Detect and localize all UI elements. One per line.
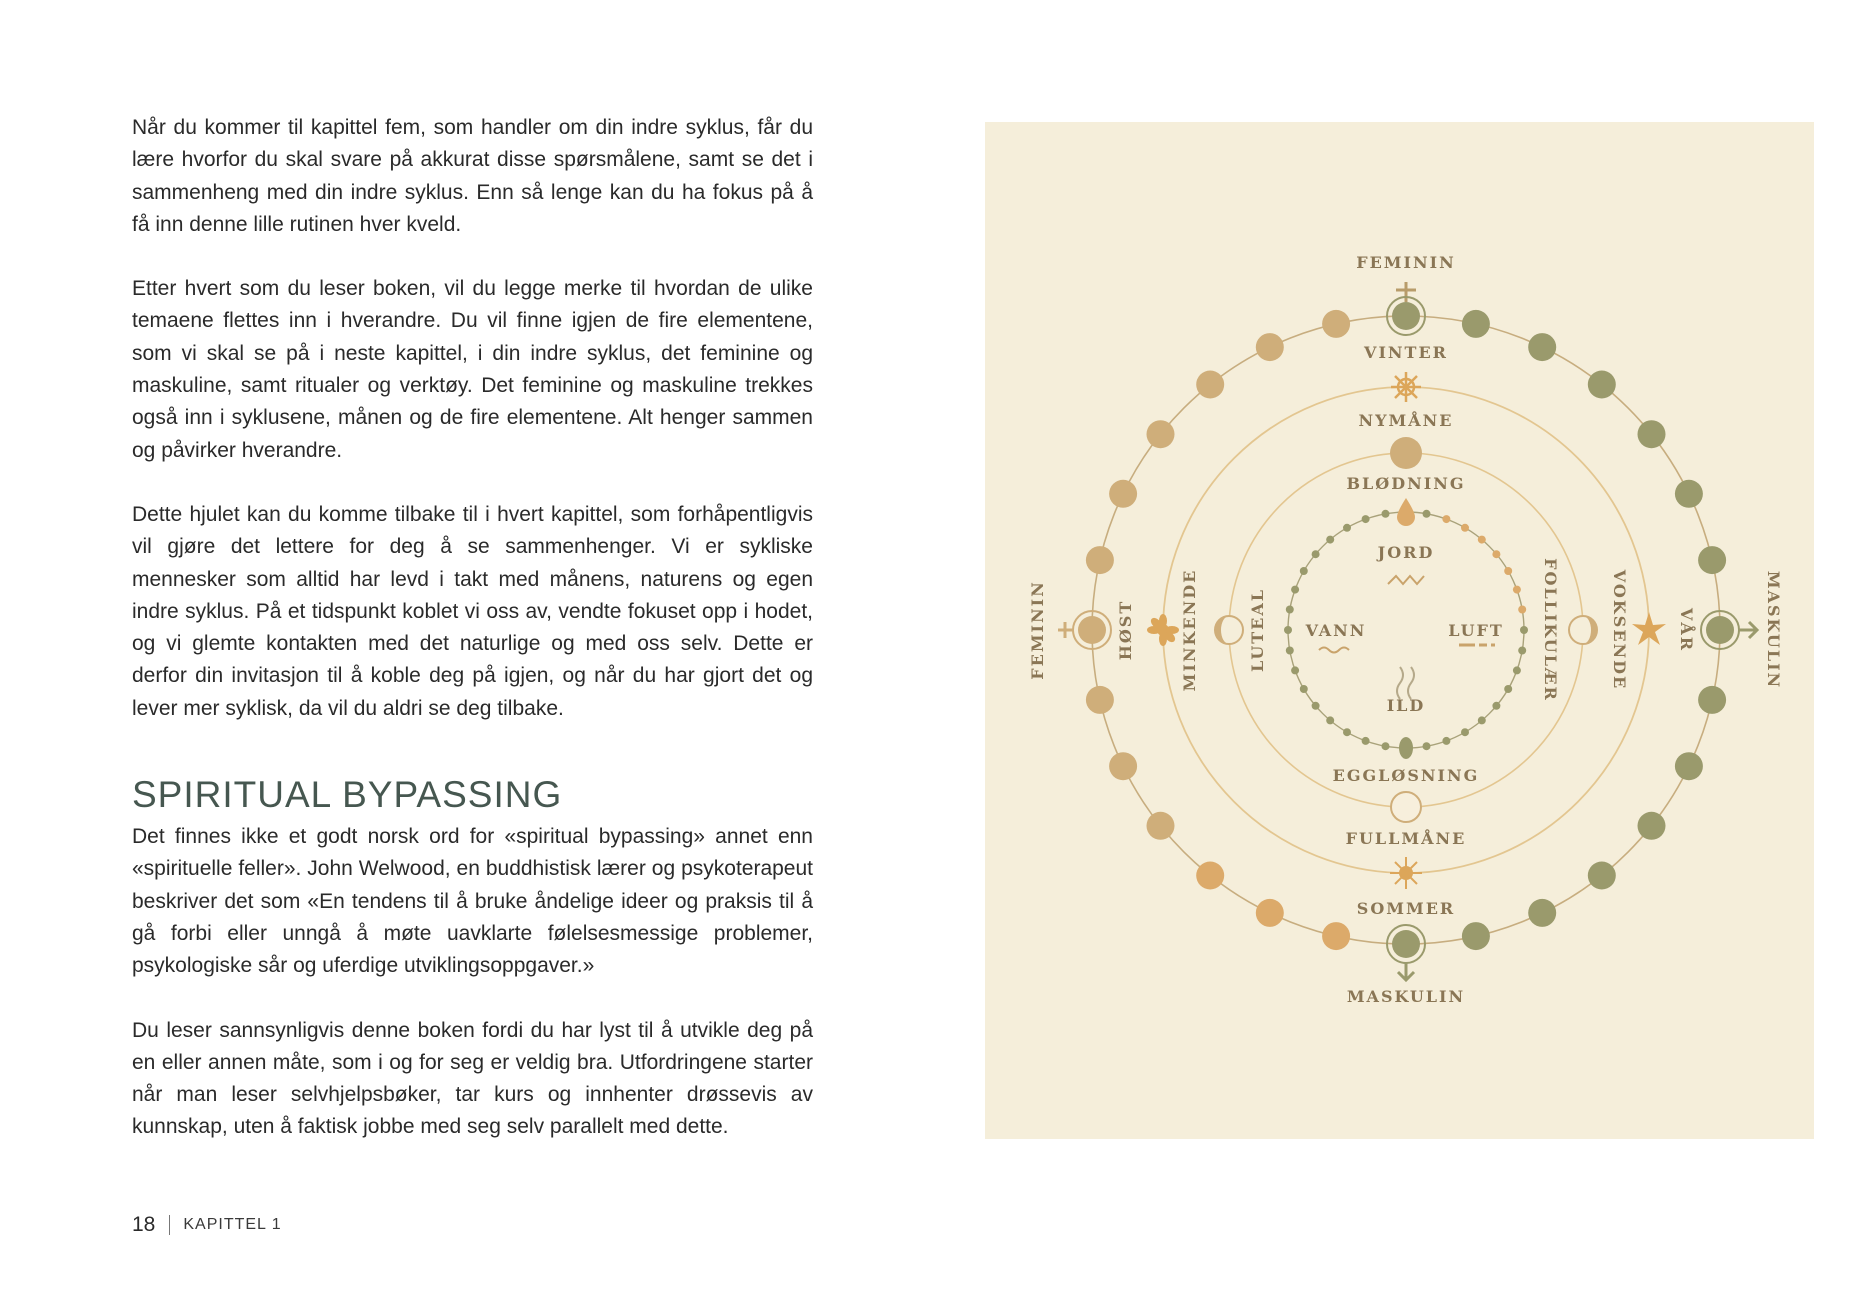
mars-symbol-right-icon <box>1701 611 1757 649</box>
label-host: HØST <box>1116 599 1135 661</box>
earth-symbol-icon <box>1388 576 1424 584</box>
new-moon-icon <box>1390 437 1422 469</box>
cycle-day-dot <box>1504 567 1512 575</box>
cycle-day-dot <box>1300 685 1308 693</box>
cycle-wheel <box>985 122 1814 1139</box>
paragraph: Det finnes ikke et godt norsk ord for «spiritual bypassing» annet enn «spirituelle feller». John Welwood, en buddhistisk lærer og psykoterapeut beskriver det som «En tendens til å bruke åndelige ideer og praksis til å gå forbi eller unngå å møte uavklarte følelsesmessige problemer, psykologiske sår og uferdige utviklingsoppgaver.» <box>132 825 813 978</box>
moon-dot <box>1588 862 1616 890</box>
cycle-day-dot <box>1291 586 1299 594</box>
label-follikular: FOLLIKULÆR <box>1541 558 1560 702</box>
label-maskulin-right: MASKULIN <box>1764 570 1783 690</box>
body-text <box>132 112 813 1144</box>
cycle-day-dot <box>1492 702 1500 710</box>
moon-dot <box>1698 546 1726 574</box>
moon-dot <box>1698 686 1726 714</box>
venus-symbol-left-icon <box>1058 611 1111 649</box>
cycle-day-dot <box>1513 666 1521 674</box>
cycle-day-dot <box>1326 536 1334 544</box>
cycle-day-dot <box>1300 567 1308 575</box>
moon-dot <box>1528 333 1556 361</box>
moon-dot <box>1588 371 1616 399</box>
cycle-day-dot <box>1504 685 1512 693</box>
moon-dot <box>1109 752 1137 780</box>
moon-dot <box>1147 420 1175 448</box>
label-vinter: VINTER <box>1364 343 1448 362</box>
cycle-day-dot <box>1492 550 1500 558</box>
cycle-day-dot <box>1518 606 1526 614</box>
label-nymane: NYMÅNE <box>1358 411 1454 430</box>
cycle-day-dot <box>1362 737 1370 745</box>
label-luft: LUFT <box>1448 621 1504 640</box>
mars-symbol-bottom-icon <box>1387 925 1425 980</box>
cycle-day-dot <box>1382 742 1390 750</box>
waning-moon-icon <box>1215 616 1243 644</box>
venus-symbol-top-icon <box>1387 282 1425 335</box>
cycle-day-dot <box>1312 702 1320 710</box>
moon-dot <box>1256 333 1284 361</box>
moon-dot <box>1196 862 1224 890</box>
label-luteal: LUTEAL <box>1248 587 1267 673</box>
cycle-day-dot <box>1362 515 1370 523</box>
water-symbol-icon <box>1319 648 1349 653</box>
blood-drop-icon <box>1397 498 1415 526</box>
cycle-day-dot <box>1518 647 1526 655</box>
cycle-day-dot <box>1442 515 1450 523</box>
cycle-day-dot <box>1423 742 1431 750</box>
cycle-day-dot <box>1461 524 1469 532</box>
label-feminin-top: FEMININ <box>1356 253 1456 272</box>
waxing-moon-icon <box>1569 616 1597 644</box>
footer-divider <box>169 1215 170 1235</box>
cycle-day-dot <box>1326 716 1334 724</box>
label-var: VÅR <box>1677 607 1696 653</box>
cycle-day-dot <box>1291 666 1299 674</box>
label-minkende: MINKENDE <box>1180 568 1199 692</box>
label-voksende: VOKSENDE <box>1610 569 1629 691</box>
label-fullmane: FULLMÅNE <box>1345 829 1467 848</box>
sun-icon <box>1390 857 1422 889</box>
full-moon-icon <box>1391 792 1421 822</box>
cycle-day-dot <box>1284 626 1292 634</box>
label-feminin-left: FEMININ <box>1028 580 1047 680</box>
label-eggløsning: EGGLØSNING <box>1332 766 1480 785</box>
label-sommer: SOMMER <box>1356 899 1456 918</box>
moon-dot <box>1109 480 1137 508</box>
paragraph: Når du kommer til kapittel fem, som handler om din indre syklus, får du lære hvorfor du skal svare på akkurat disse spørsmålene, samt se det i sammenheng med din indre syklus. Enn så lenge kan du ha fokus på å få inn denne lille rutinen hver kveld. <box>132 116 813 236</box>
moon-dot <box>1675 480 1703 508</box>
moon-dot <box>1322 310 1350 338</box>
cycle-day-dot <box>1286 606 1294 614</box>
cycle-day-dot <box>1382 510 1390 518</box>
moon-dot <box>1256 899 1284 927</box>
label-ild: ILD <box>1386 696 1426 715</box>
cycle-day-dot <box>1343 524 1351 532</box>
moon-dot <box>1147 812 1175 840</box>
cycle-day-dot <box>1478 536 1486 544</box>
egg-icon <box>1399 737 1413 759</box>
cycle-day-dot <box>1478 716 1486 724</box>
chapter-label: KAPITTEL 1 <box>183 1216 282 1233</box>
paragraph: Etter hvert som du leser boken, vil du legge merke til hvordan de ulike temaene flettes inn i hverandre. Du vil finne igjen de fire elementene, som vi skal se på i neste kapittel, i din indre syklus, det feminine og maskuline, samt ritualer og verktøy. Det feminine og maskuline trekkes også inn i syklusene, månen og de fire elementene. Alt henger sammen og påvirker hverandre. <box>132 277 813 462</box>
moon-dot <box>1086 686 1114 714</box>
moon-dot <box>1322 922 1350 950</box>
cycle-day-dot <box>1461 728 1469 736</box>
moon-dot <box>1638 420 1666 448</box>
moon-dot <box>1196 371 1224 399</box>
cycle-wheel-figure <box>985 122 1814 1139</box>
label-blodning: BLØDNING <box>1346 474 1466 493</box>
moon-dot <box>1638 812 1666 840</box>
paragraph: Dette hjulet kan du komme tilbake til i hvert kapittel, som forhåpentligvis vil gjøre det lettere for deg å se sammenhenger. Vi er sykliske mennesker som alltid har levd i takt med månens, naturens og egen indre syklus. På et tidspunkt koblet vi oss av, vendte fokuset opp i hodet, og vi glemte kontakten med det naturlige og med oss selv. Dette er derfor din invitasjon til å koble deg på igjen, og når du har gjort det og lever mer syklisk, da vil du aldri se deg tilbake. <box>132 502 813 720</box>
moon-dot <box>1675 752 1703 780</box>
cycle-day-dot <box>1442 737 1450 745</box>
fire-symbol-icon <box>1397 667 1414 699</box>
label-jord: JORD <box>1377 543 1435 562</box>
cycle-day-dot <box>1343 728 1351 736</box>
moon-dot <box>1528 899 1556 927</box>
cycle-day-dot <box>1513 586 1521 594</box>
page-footer <box>132 1213 282 1237</box>
moon-dot <box>1086 546 1114 574</box>
label-maskulin-bottom: MASKULIN <box>1346 987 1466 1006</box>
cycle-day-dot <box>1286 647 1294 655</box>
page-number: 18 <box>132 1213 156 1236</box>
label-vann: VANN <box>1305 621 1367 640</box>
cycle-day-dot <box>1312 550 1320 558</box>
autumn-flower-icon <box>1147 614 1179 646</box>
cycle-day-dot <box>1520 626 1528 634</box>
paragraph: Du leser sannsynligvis denne boken fordi du har lyst til å utvikle deg på en eller annen måte, som i og for seg er veldig bra. Utfordringene starter når man leser selvhjelpsbøker, tar kurs og innhenter drøssevis av kunnskap, uten å faktisk jobbe med seg selv parallelt med dette. <box>132 1018 813 1139</box>
snowflake-icon <box>1391 372 1421 402</box>
cycle-day-dot <box>1423 510 1431 518</box>
moon-dot <box>1462 310 1490 338</box>
moon-dot <box>1462 922 1490 950</box>
section-heading: SPIRITUAL BYPASSING <box>132 774 563 816</box>
